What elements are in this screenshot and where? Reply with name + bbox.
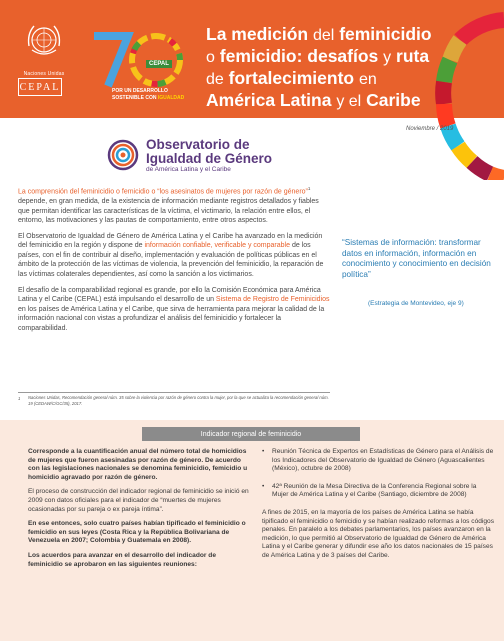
intro-text	[18, 184, 330, 340]
list-item: • 42ª Reunión de la Mesa Directiva de la Conferencia Regional sobre la Mujer de América Latina y el Caribe (Santiago, diciembre de 2008)	[262, 483, 494, 500]
indicator-agreements: Los acuerdos para avanzar en el desarrollo del indicador de feminicidio se aprobaron en las siguientes reuniones:	[28, 551, 216, 568]
indicator-early-countries: En ese entonces, solo cuatro países habían tipificado el feminicidio o femicidio en sus leyes (Costa Rica y la República Bolivariana de Venezuela en 2007; Colombia y Guatemala en 2008).	[28, 520, 246, 545]
un-emblem-icon	[24, 20, 64, 60]
observatorio-title: Observatorio de Igualdad de Género	[146, 137, 273, 166]
pull-quote-source: (Estrategia de Montevideo, eje 9)	[368, 300, 464, 307]
section-heading-band: Indicador regional de feminicidio	[142, 427, 360, 441]
indicator-right-column	[262, 448, 494, 561]
observatorio-subtitle: de América Latina y el Caribe	[146, 166, 231, 173]
anniversary-tagline-1: POR UN DESARROLLO	[112, 88, 168, 94]
document-title: La medición del feminicidio o femicidio: desafíos y ruta de fortalecimiento en América Latina y el Caribe	[206, 24, 432, 110]
indicator-history: El proceso de construcción del indicador regional de feminicidio se inició en 2009 con datos oficiales para el indicador de “muertes de mujeres ocasionadas por su pareja o ex pareja íntima”.	[28, 488, 249, 513]
intro-paragraph-1: La comprensión del feminicidio o femicidio o “los asesinatos de mujeres por razón de género”$^1$ depende, en gran medida, de la existencia de información mediante registros detallados y fiables que permitan identificar las características de la víctima, el victimario, la relación entre ellos, el entorno, las motivaciones y las pautas de comportamiento, entre otros aspectos.	[18, 186, 319, 225]
observatorio-ring-icon	[106, 138, 140, 172]
un-label: Naciones Unidas	[23, 71, 65, 77]
publication-date: Noviembre / 2019	[406, 126, 454, 132]
indicator-progress-2015: A fines de 2015, en la mayoría de los países de América Latina se había tipificado el feminicidio o femicidio y se habían realizado reformas a los códigos penales. En paralelo a los debates parlamentarios, los países avanzaron en la medición, lo que permitió al Observatorio de Igualdad de Género de América Latina y el Caribe generar y difundir ese año los datos nacionales de 15 países de América Latina y de 3 países del Caribe.	[262, 508, 494, 559]
observatorio-logo	[106, 136, 326, 176]
sdg-wheel-decoration	[420, 0, 504, 180]
meetings-list	[262, 448, 494, 500]
un-logo	[16, 20, 72, 77]
intro-paragraph-2: El Observatorio de Igualdad de Género de América Latina y el Caribe ha avanzado en la medición del feminicidio en la región y dispone de información confiable, verificable y comparable de los países, con el fin de contribuir al diseño, implementación y evaluación de políticas públicas en el ámbito de la protección de las víctimas de violencia, la prevención del feminicidio, la reparación de las víctimas colaterales dependientes, así como la sanción a los victimarios.	[18, 232, 324, 279]
anniversary-tagline-2: SOSTENIBLE CON IGUALDAD	[112, 95, 185, 101]
list-item: • Reunión Técnica de Expertos en Estadísticas de Género para el Análisis de los Indicadores del Observatorio de Igualdad de Género (Aguascalientes (México), octubre de 2008)	[262, 448, 494, 474]
intro-paragraph-3: El desafío de la comparabilidad regional es grande, por ello la Comisión Económica para América Latina y el Caribe (CEPAL) está impulsando el desarrollo de un Sistema de Registro de Feminicidios en los países de América Latina y el Caribe, que sirva de herramienta para mejorar la calidad de la información nacional con vistas a profundizar el análisis del feminicidio y fortalecer la comparabilidad.	[18, 286, 330, 333]
cepal-logo: CEPAL	[18, 78, 62, 96]
indicator-left-column	[28, 448, 252, 575]
anniversary-cepal-tag: CEPAL	[146, 60, 172, 68]
footnote: 1 Naciones Unidas, Recomendación general núm. 35 sobre la violencia por razón de género contra la mujer, por la que se actualiza la recomendación general núm. 19 (CEDAW/C/GC/35), 2017.	[18, 392, 330, 407]
indicator-definition: Corresponde a la cuantificación anual del número total de homicidios de mujeres que fueron asesinadas por razón de género. De acuerdo con las legislaciones nacionales se denomina feminicidio, femicidio u homicidio agravado por razón de género.	[28, 448, 248, 481]
pull-quote: “Sistemas de información: transformar datos en información, información en conocimiento y conocimiento en decisión política”	[342, 238, 491, 279]
